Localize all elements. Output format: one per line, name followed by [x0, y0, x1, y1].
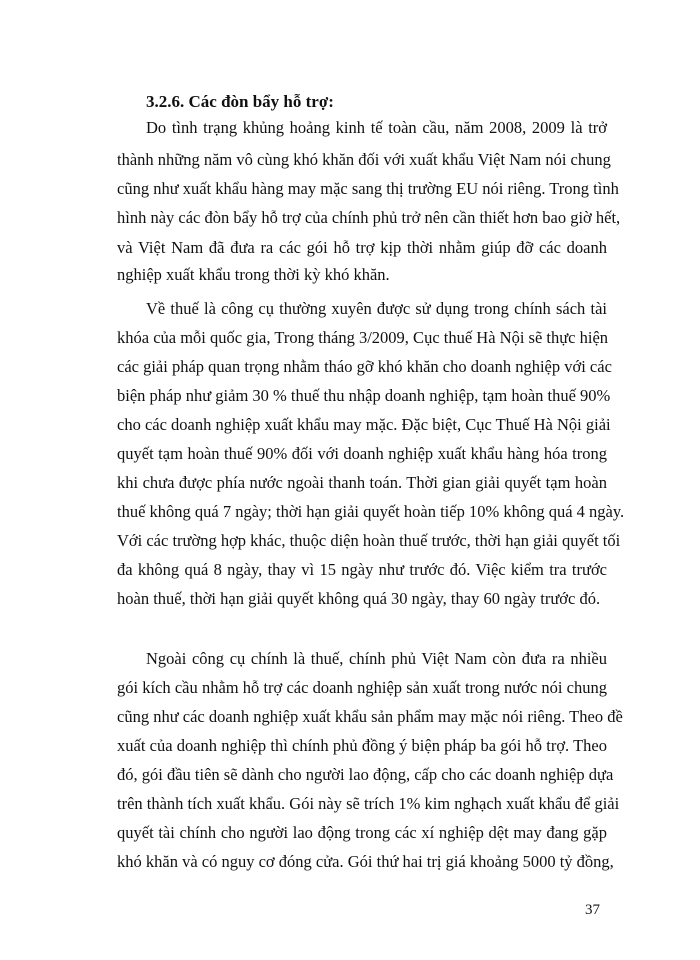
- paragraph-1-line: thành những năm vô cùng khó khăn đối với xuất khẩu Việt Nam nói chung: [117, 150, 611, 169]
- page-number: 37: [585, 902, 600, 918]
- paragraph-2-line: thuế không quá 7 ngày; thời hạn giải quyết hoàn tiếp 10% không quá 4 ngày.: [117, 502, 625, 521]
- paragraph-2-line: biện pháp như giảm 30 % thuế thu nhập doanh nghiệp, tạm hoàn thuế 90%: [117, 386, 611, 405]
- paragraph-2-line: khóa của mỗi quốc gia, Trong tháng 3/2009, Cục thuế Hà Nội sẽ thực hiện: [117, 328, 609, 347]
- paragraph-2-line: quyết tạm hoàn thuế 90% đối với doanh nghiệp xuất khẩu hàng hóa trong: [117, 444, 607, 463]
- paragraph-2-line: khi chưa được phía nước ngoài thanh toán. Thời gian giải quyết tạm hoàn: [117, 473, 607, 492]
- paragraph-3-line: Ngoài công cụ chính là thuế, chính phủ Việt Nam còn đưa ra nhiều: [146, 649, 607, 668]
- paragraph-2-line: cho các doanh nghiệp xuất khẩu may mặc. Đặc biệt, Cục Thuế Hà Nội giải: [117, 415, 611, 434]
- paragraph-2-line: các giải pháp quan trọng nhằm tháo gỡ khó khăn cho doanh nghiệp với các: [117, 357, 612, 376]
- paragraph-1-line: nghiệp xuất khẩu trong thời kỳ khó khăn.: [117, 265, 390, 284]
- paragraph-3-line: cũng như các doanh nghiệp xuất khẩu sản phẩm may mặc nói riêng. Theo đề: [117, 707, 623, 726]
- paragraph-3-line: đó, gói đầu tiên sẽ dành cho người lao động, cấp cho các doanh nghiệp dựa: [117, 765, 614, 784]
- paragraph-1-line: hình này các đòn bẩy hỗ trợ của chính phủ trở nên cần thiết hơn bao giờ hết,: [117, 208, 621, 227]
- paragraph-3-line: trên thành tích xuất khẩu. Gói này sẽ trích 1% kim nghạch xuất khẩu để giải: [117, 794, 620, 813]
- paragraph-2-line: Với các trường hợp khác, thuộc diện hoàn thuế trước, thời hạn giải quyết tối: [117, 531, 621, 550]
- paragraph-1-line: và Việt Nam đã đưa ra các gói hỗ trợ kịp thời nhằm giúp đỡ các doanh: [117, 238, 607, 257]
- paragraph-3-line: khó khăn và có nguy cơ đóng cửa. Gói thứ hai trị giá khoảng 5000 tỷ đồng,: [117, 852, 614, 871]
- paragraph-1-line: cũng như xuất khẩu hàng may mặc sang thị trường EU nói riêng. Trong tình: [117, 179, 619, 198]
- paragraph-3-line: xuất của doanh nghiệp thì chính phủ đồng ý biện pháp ba gói hỗ trợ. Theo: [117, 736, 607, 755]
- paragraph-3-line: quyết tài chính cho người lao động trong các xí nghiệp dệt may đang gặp: [117, 823, 607, 842]
- paragraph-2-line: hoàn thuế, thời hạn giải quyết không quá 30 ngày, thay 60 ngày trước đó.: [117, 589, 601, 608]
- paragraph-2-line: đa không quá 8 ngày, thay vì 15 ngày như trước đó. Việc kiểm tra trước: [117, 560, 607, 579]
- paragraph-3-line: gói kích cầu nhằm hỗ trợ các doanh nghiệp sản xuất trong nước nói chung: [117, 678, 607, 697]
- paragraph-1-line: Do tình trạng khủng hoảng kinh tế toàn cầu, năm 2008, 2009 là trở: [146, 118, 607, 137]
- section-heading: 3.2.6. Các đòn bẩy hỗ trợ:: [146, 92, 334, 111]
- paragraph-2-line: Về thuế là công cụ thường xuyên được sử dụng trong chính sách tài: [146, 299, 607, 318]
